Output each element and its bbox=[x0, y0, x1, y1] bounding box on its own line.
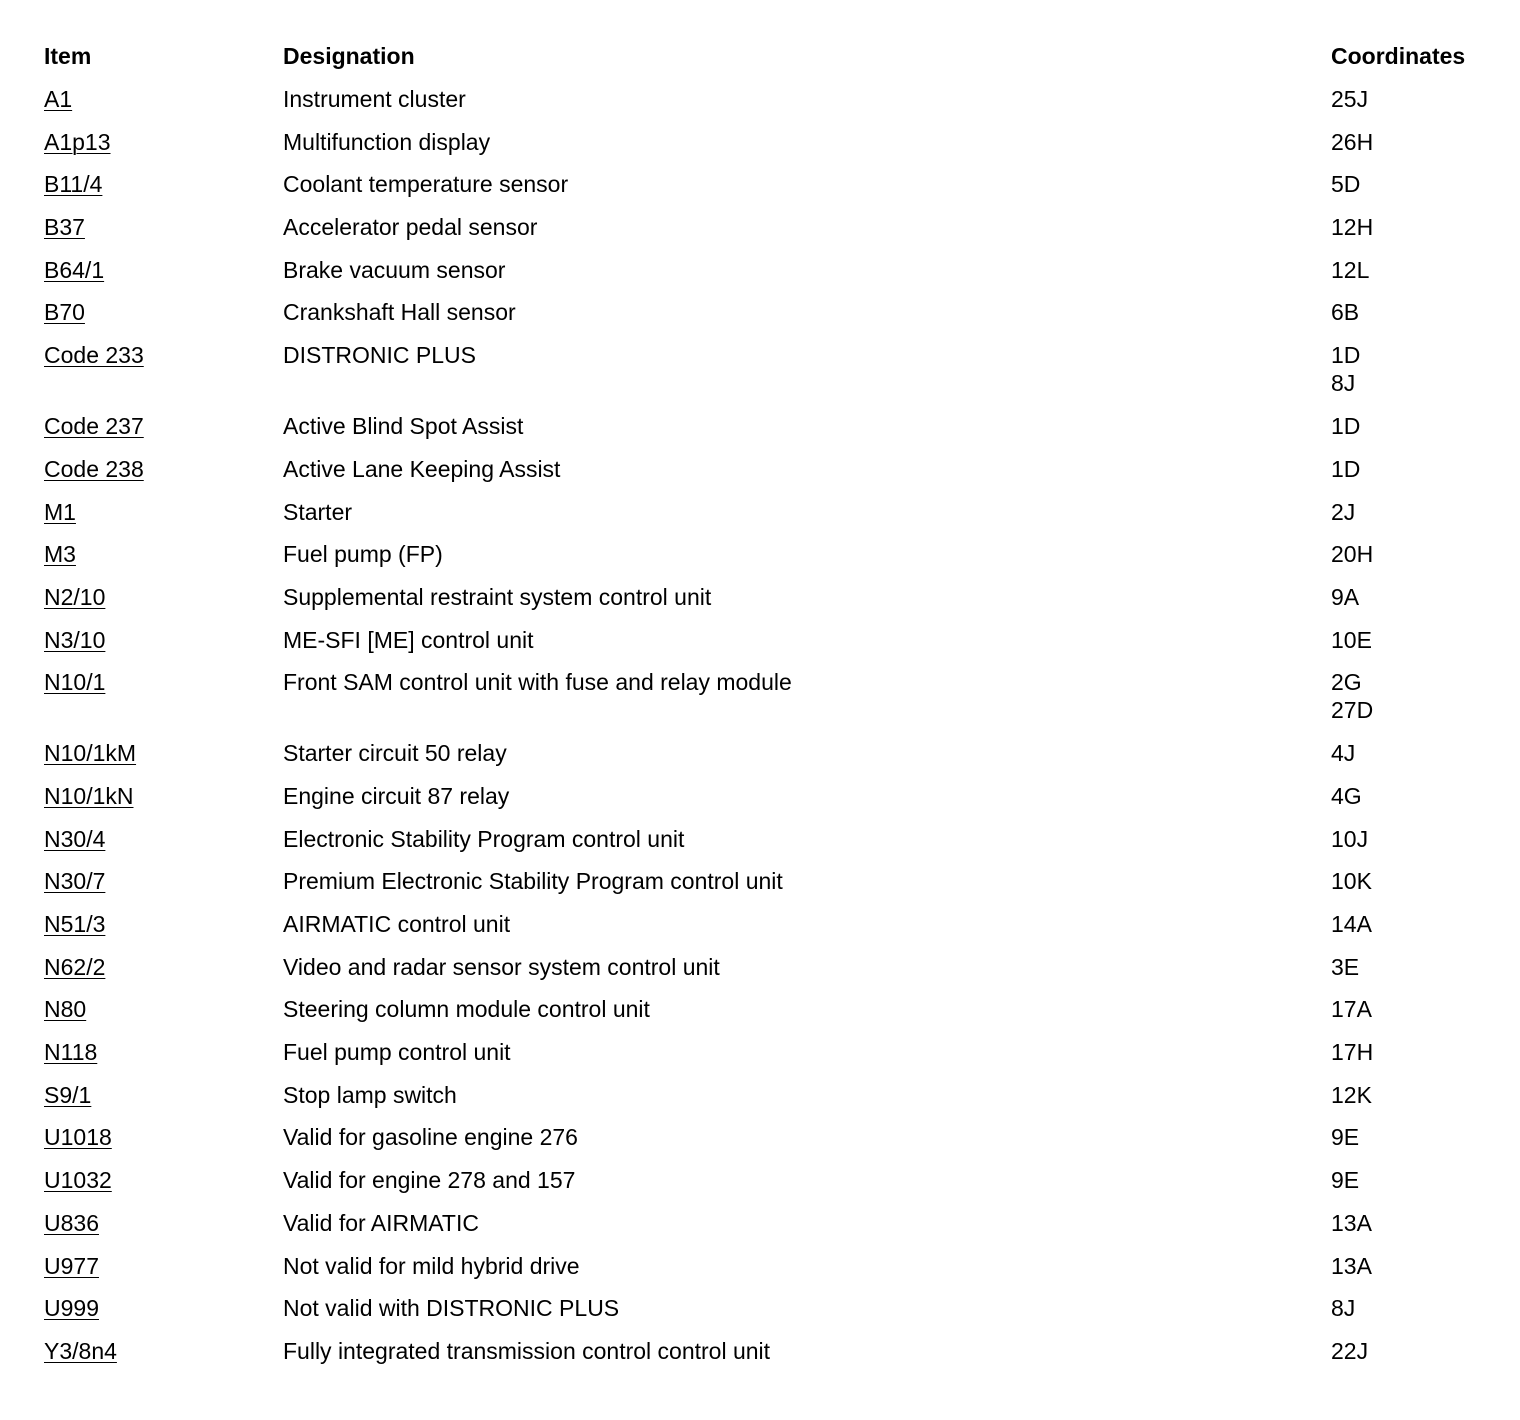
coordinate-value: 12H bbox=[1331, 214, 1374, 241]
coordinates-cell bbox=[1331, 412, 1504, 440]
item-link[interactable]: B64/1 bbox=[44, 256, 105, 283]
designation-cell: ME-SFI [ME] control unit bbox=[283, 626, 534, 653]
designation-cell: Premium Electronic Stability Program control unit bbox=[283, 868, 783, 895]
designation-cell: Accelerator pedal sensor bbox=[283, 214, 538, 241]
item-link[interactable]: N80 bbox=[44, 996, 87, 1023]
item-cell bbox=[44, 85, 283, 113]
table-row bbox=[44, 822, 1504, 865]
designation-cell: Starter bbox=[283, 498, 353, 525]
item-cell bbox=[44, 583, 283, 611]
item-cell bbox=[44, 825, 283, 853]
coordinates-cell bbox=[1331, 668, 1504, 724]
table-body bbox=[44, 82, 1504, 1377]
coordinates-cell bbox=[1331, 540, 1504, 568]
table-row bbox=[44, 1035, 1504, 1078]
item-cell bbox=[44, 626, 283, 654]
item-cell bbox=[44, 540, 283, 568]
item-cell bbox=[44, 995, 283, 1023]
item-link[interactable]: U999 bbox=[44, 1295, 99, 1322]
item-link[interactable]: A1p13 bbox=[44, 128, 111, 155]
coordinate-value: 13A bbox=[1331, 1209, 1372, 1236]
table-row bbox=[44, 82, 1504, 125]
coordinate-value: 10E bbox=[1331, 626, 1372, 653]
coordinate-value: 12L bbox=[1331, 256, 1370, 283]
designation-cell: Valid for engine 278 and 157 bbox=[283, 1167, 576, 1194]
table-row bbox=[44, 580, 1504, 623]
item-cell bbox=[44, 128, 283, 156]
coordinate-value: 13A bbox=[1331, 1252, 1372, 1279]
item-link[interactable]: Code 237 bbox=[44, 413, 144, 440]
item-link[interactable]: U1018 bbox=[44, 1124, 112, 1151]
table-row bbox=[44, 1249, 1504, 1292]
item-link[interactable]: Y3/8n4 bbox=[44, 1337, 117, 1364]
coordinate-value: 1D bbox=[1331, 455, 1361, 482]
item-cell bbox=[44, 953, 283, 981]
coordinate-value: 2J bbox=[1331, 498, 1356, 525]
item-link[interactable]: N10/1kM bbox=[44, 740, 137, 767]
coordinate-value: 10K bbox=[1331, 868, 1372, 895]
coordinates-cell bbox=[1331, 1038, 1504, 1066]
designation-cell: Active Blind Spot Assist bbox=[283, 413, 524, 440]
designation-cell: Supplemental restraint system control unit bbox=[283, 583, 712, 610]
item-link[interactable]: M1 bbox=[44, 498, 76, 525]
table-row bbox=[44, 495, 1504, 538]
coordinate-value: 10J bbox=[1331, 825, 1369, 852]
coordinate-value: 6B bbox=[1331, 299, 1360, 326]
table-row bbox=[44, 864, 1504, 907]
item-link[interactable]: A1 bbox=[44, 86, 73, 112]
designation-cell: Fuel pump control unit bbox=[283, 1039, 511, 1066]
table-row bbox=[44, 736, 1504, 779]
item-cell bbox=[44, 910, 283, 938]
designation-cell: Engine circuit 87 relay bbox=[283, 782, 510, 809]
coordinates-cell bbox=[1331, 1123, 1504, 1151]
table-row bbox=[44, 665, 1504, 736]
coordinates-cell bbox=[1331, 1166, 1504, 1194]
table-row bbox=[44, 950, 1504, 993]
item-cell bbox=[44, 1166, 283, 1194]
coordinates-cell bbox=[1331, 1209, 1504, 1237]
item-cell bbox=[44, 1081, 283, 1109]
item-cell bbox=[44, 1038, 283, 1066]
designation-cell: AIRMATIC control unit bbox=[283, 911, 511, 937]
item-link[interactable]: N30/7 bbox=[44, 868, 106, 895]
item-cell bbox=[44, 1209, 283, 1237]
item-cell bbox=[44, 498, 283, 526]
coordinate-value: 8J bbox=[1331, 1295, 1356, 1322]
designation-cell: Steering column module control unit bbox=[283, 996, 650, 1023]
item-cell bbox=[44, 668, 283, 696]
table-row bbox=[44, 167, 1504, 210]
coordinate-value: 9E bbox=[1331, 1167, 1360, 1194]
column-header-coordinates: Coordinates bbox=[1331, 43, 1466, 69]
item-link[interactable]: B70 bbox=[44, 299, 85, 326]
designation-cell: Starter circuit 50 relay bbox=[283, 740, 507, 767]
table-row bbox=[44, 1163, 1504, 1206]
coordinate-value: 1D bbox=[1331, 413, 1361, 440]
coordinate-value: 5D bbox=[1331, 171, 1361, 198]
table-row bbox=[44, 338, 1504, 409]
item-cell bbox=[44, 1294, 283, 1322]
coordinate-value: 1D bbox=[1331, 342, 1361, 369]
coordinates-cell bbox=[1331, 910, 1504, 938]
table-row bbox=[44, 409, 1504, 452]
coordinate-value: 17H bbox=[1331, 1039, 1374, 1066]
item-cell bbox=[44, 1123, 283, 1151]
coordinates-cell bbox=[1331, 1081, 1504, 1109]
coordinates-cell bbox=[1331, 782, 1504, 810]
coordinate-value: 12K bbox=[1331, 1081, 1372, 1108]
coordinates-cell bbox=[1331, 213, 1504, 241]
coordinate-value: 22J bbox=[1331, 1337, 1369, 1364]
coordinate-value: 14A bbox=[1331, 911, 1372, 937]
designation-cell: Crankshaft Hall sensor bbox=[283, 299, 516, 326]
coordinate-value: 26H bbox=[1331, 128, 1374, 155]
coordinates-cell bbox=[1331, 953, 1504, 981]
coordinates-cell bbox=[1331, 256, 1504, 284]
designation-cell: Instrument cluster bbox=[283, 86, 466, 112]
coordinate-value: 25J bbox=[1331, 86, 1369, 112]
item-cell bbox=[44, 256, 283, 284]
designation-cell: Brake vacuum sensor bbox=[283, 256, 506, 283]
designation-cell: Valid for gasoline engine 276 bbox=[283, 1124, 578, 1151]
item-link[interactable]: S9/1 bbox=[44, 1081, 92, 1108]
coordinate-value: 3E bbox=[1331, 953, 1360, 980]
designation-cell: Valid for AIRMATIC bbox=[283, 1209, 479, 1236]
item-cell bbox=[44, 341, 283, 369]
table-row bbox=[44, 992, 1504, 1035]
table-row bbox=[44, 779, 1504, 822]
table-row bbox=[44, 1120, 1504, 1163]
designation-cell: Front SAM control unit with fuse and relay module bbox=[283, 669, 792, 696]
coordinates-cell bbox=[1331, 626, 1504, 654]
coordinate-value: 20H bbox=[1331, 541, 1374, 568]
coordinates-cell bbox=[1331, 995, 1504, 1023]
coordinates-cell bbox=[1331, 128, 1504, 156]
item-cell bbox=[44, 1252, 283, 1280]
designation-cell: Active Lane Keeping Assist bbox=[283, 455, 561, 482]
coordinates-cell bbox=[1331, 498, 1504, 526]
coordinates-cell bbox=[1331, 825, 1504, 853]
coordinates-cell bbox=[1331, 170, 1504, 198]
table-row bbox=[44, 452, 1504, 495]
coordinates-cell bbox=[1331, 1252, 1504, 1280]
table-row bbox=[44, 537, 1504, 580]
designation-cell: Fully integrated transmission control control unit bbox=[283, 1337, 771, 1364]
item-cell bbox=[44, 170, 283, 198]
coordinate-value: 9E bbox=[1331, 1124, 1360, 1151]
designation-cell: Not valid for mild hybrid drive bbox=[283, 1252, 580, 1279]
designation-cell: Fuel pump (FP) bbox=[283, 541, 443, 568]
item-link[interactable]: U1032 bbox=[44, 1167, 112, 1194]
item-link[interactable]: N118 bbox=[44, 1039, 98, 1066]
coordinate-value: 17A bbox=[1331, 996, 1372, 1023]
coordinates-cell bbox=[1331, 455, 1504, 483]
item-link[interactable]: N51/3 bbox=[44, 911, 106, 937]
table-row bbox=[44, 1206, 1504, 1249]
coordinates-cell bbox=[1331, 341, 1504, 397]
item-link[interactable]: Code 233 bbox=[44, 342, 144, 369]
coordinates-cell bbox=[1331, 739, 1504, 767]
coordinates-cell bbox=[1331, 298, 1504, 326]
component-legend-table bbox=[44, 38, 1504, 1377]
item-link[interactable]: N3/10 bbox=[44, 626, 106, 653]
table-row bbox=[44, 1078, 1504, 1121]
item-link[interactable]: M3 bbox=[44, 541, 76, 568]
item-cell bbox=[44, 1337, 283, 1365]
item-cell bbox=[44, 455, 283, 483]
item-link[interactable]: Code 238 bbox=[44, 455, 144, 482]
item-link[interactable]: U836 bbox=[44, 1209, 99, 1236]
item-link[interactable]: U977 bbox=[44, 1252, 99, 1279]
designation-cell: Multifunction display bbox=[283, 128, 491, 155]
item-cell bbox=[44, 867, 283, 895]
coordinate-value: 8J bbox=[1331, 370, 1356, 397]
table-row bbox=[44, 907, 1504, 950]
coordinates-cell bbox=[1331, 583, 1504, 611]
column-header-item: Item bbox=[44, 43, 92, 69]
item-cell bbox=[44, 298, 283, 326]
item-link[interactable]: B37 bbox=[44, 214, 85, 241]
table-row bbox=[44, 253, 1504, 296]
item-cell bbox=[44, 213, 283, 241]
table-row bbox=[44, 1334, 1504, 1377]
item-link[interactable]: B11/4 bbox=[44, 171, 103, 198]
item-cell bbox=[44, 739, 283, 767]
designation-cell: Video and radar sensor system control unit bbox=[283, 953, 720, 980]
table-row bbox=[44, 623, 1504, 666]
coordinates-cell bbox=[1331, 85, 1504, 113]
coordinates-cell bbox=[1331, 867, 1504, 895]
item-link[interactable]: N30/4 bbox=[44, 825, 106, 852]
coordinate-value: 4G bbox=[1331, 782, 1362, 809]
column-header-designation: Designation bbox=[283, 43, 415, 69]
coordinate-value: 4J bbox=[1331, 740, 1356, 767]
designation-cell: Electronic Stability Program control unit bbox=[283, 825, 685, 852]
coordinate-value: 9A bbox=[1331, 583, 1360, 610]
coordinates-cell bbox=[1331, 1337, 1504, 1365]
table-header-row bbox=[44, 38, 1504, 82]
item-link[interactable]: N10/1kN bbox=[44, 782, 134, 809]
item-link[interactable]: N62/2 bbox=[44, 953, 106, 980]
coordinates-cell bbox=[1331, 1294, 1504, 1322]
item-cell bbox=[44, 412, 283, 440]
table-row bbox=[44, 125, 1504, 168]
table-row bbox=[44, 210, 1504, 253]
designation-cell: DISTRONIC PLUS bbox=[283, 342, 476, 369]
designation-cell: Not valid with DISTRONIC PLUS bbox=[283, 1295, 620, 1322]
coordinate-value: 2G bbox=[1331, 669, 1362, 696]
designation-cell: Coolant temperature sensor bbox=[283, 171, 569, 198]
designation-cell: Stop lamp switch bbox=[283, 1081, 457, 1108]
table-row bbox=[44, 295, 1504, 338]
item-link[interactable]: N2/10 bbox=[44, 583, 106, 610]
coordinate-value: 27D bbox=[1331, 697, 1374, 724]
table-row bbox=[44, 1291, 1504, 1334]
item-link[interactable]: N10/1 bbox=[44, 669, 106, 696]
item-cell bbox=[44, 782, 283, 810]
